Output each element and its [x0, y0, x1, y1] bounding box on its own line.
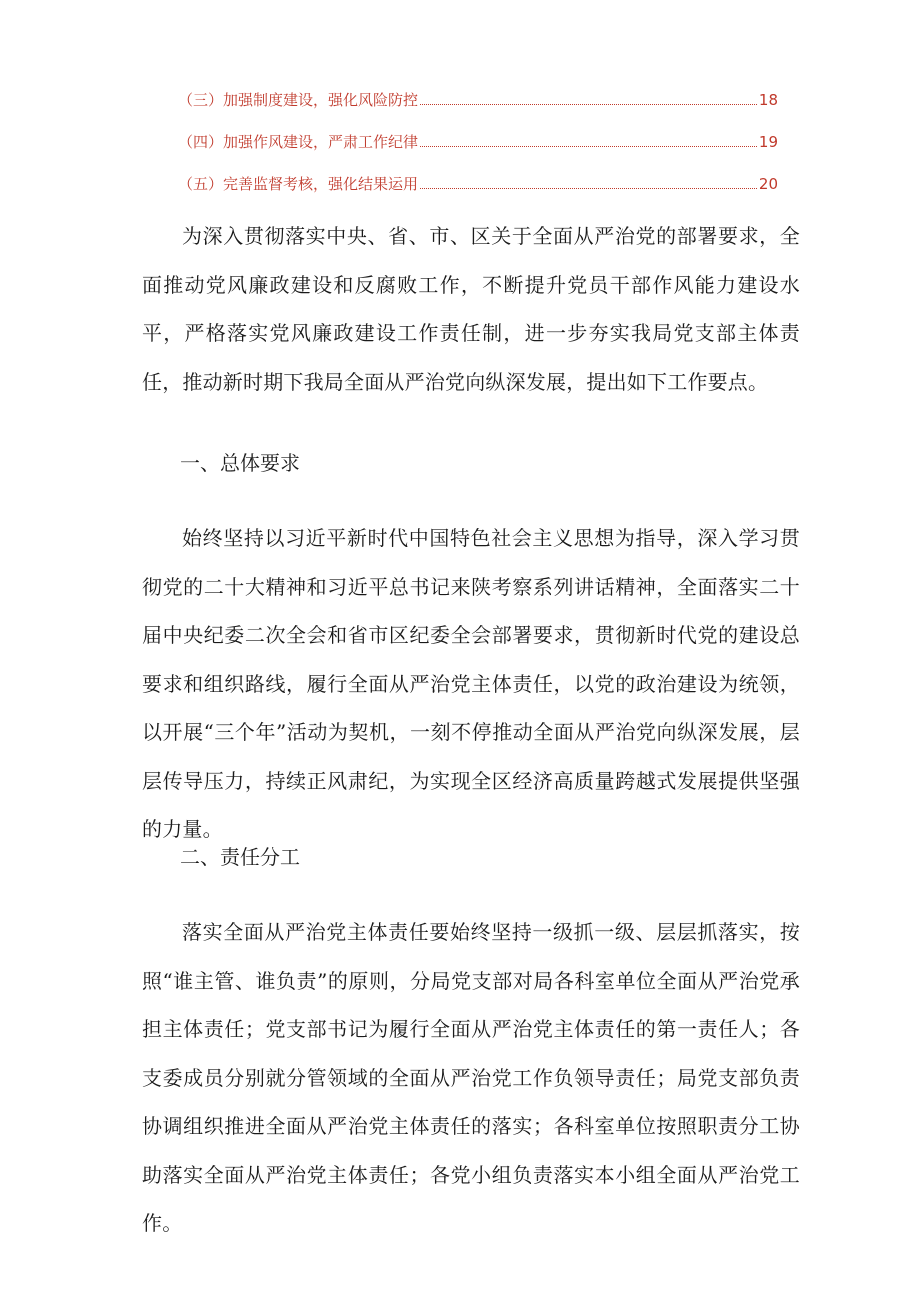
toc-entry-label: （四）加强作风建设，严肃工作纪律 — [178, 133, 419, 151]
toc-leader-dots — [420, 188, 757, 189]
table-of-contents — [178, 86, 778, 212]
toc-entry[interactable] — [178, 170, 778, 212]
section-1-paragraph: 始终坚持以习近平新时代中国特色社会主义思想为指导，深入学习贯彻党的二十大精神和习近平总书记来陕考察系列讲话精神，全面落实二十届中央纪委二次全会和省市区纪委全会部署要求，贯彻新时代党的建设总要求和组织路线，履行全面从严治党主体责任，以党的政治建设为统领，以开展“三个年”活动为契机，一刻不停推动全面从严治党向纵深发展，层层传导压力，持续正风肃纪，为实现全区经济高质量跨越式发展提供坚强的力量。 — [142, 526, 800, 841]
toc-entry-label: （五）完善监督考核，强化结果运用 — [178, 175, 419, 193]
toc-entry-label: （三）加强制度建设，强化风险防控 — [178, 91, 419, 109]
toc-page-number: 18 — [758, 91, 778, 109]
toc-page-number: 19 — [758, 133, 778, 151]
section-2-paragraph: 落实全面从严治党主体责任要始终坚持一级抓一级、层层抓落实，按照“谁主管、谁负责”的原则，分局党支部对局各科室单位全面从严治党承担主体责任；党支部书记为履行全面从严治党主体责任的第一责任人；各支委成员分别就分管领域的全面从严治党工作负领导责任；局党支部负责协调组织推进全面从严治党主体责任的落实；各科室单位按照职责分工协助落实全面从严治党主体责任；各党小组负责落实本小组全面从严治党工作。 — [142, 920, 800, 1235]
toc-leader-dots — [420, 104, 757, 105]
toc-page-number: 20 — [758, 175, 778, 193]
section-heading-2: 二、责任分工 — [180, 845, 300, 869]
intro-paragraph: 为深入贯彻落实中央、省、市、区关于全面从严治党的部署要求，全面推动党风廉政建设和反腐败工作，不断提升党员干部作风能力建设水平，严格落实党风廉政建设工作责任制，进一步夯实我局党支部主体责任，推动新时期下我局全面从严治党向纵深发展，提出如下工作要点。 — [142, 224, 800, 394]
section-heading-1: 一、总体要求 — [180, 451, 300, 475]
toc-leader-dots — [420, 146, 757, 147]
toc-entry[interactable] — [178, 128, 778, 170]
toc-entry[interactable] — [178, 86, 778, 128]
